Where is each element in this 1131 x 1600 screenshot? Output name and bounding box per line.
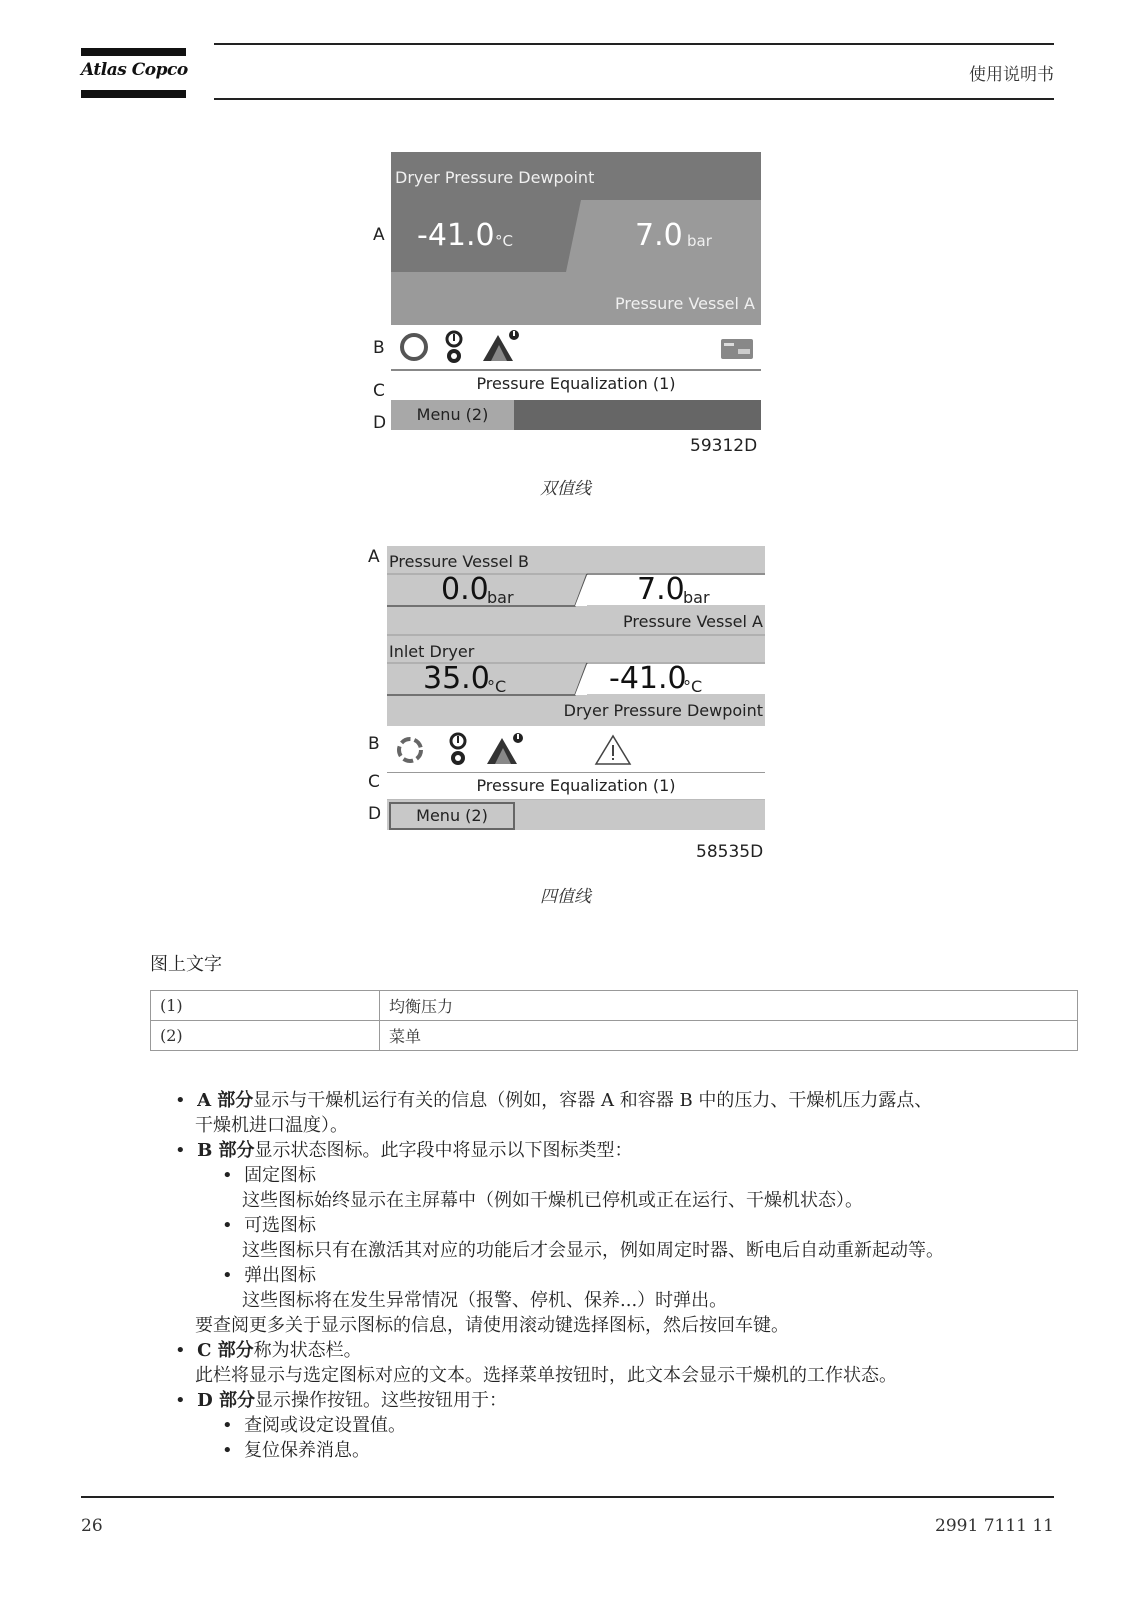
status-icons [391, 325, 761, 369]
sub-bullet-text: 这些图标始终显示在主屏幕中（例如干燥机已停机或正在运行、干燥机状态）。 [242, 1190, 863, 1211]
legend-value: 均衡压力 [380, 991, 1078, 1021]
legend-key: (2) [151, 1021, 380, 1051]
bullet-d-text: 显示操作按钮。这些按钮用于： [254, 1390, 507, 1411]
vessel-a-pressure-value: 7.0 [635, 218, 683, 253]
status-icon-bar [391, 325, 761, 371]
panel-title: Dryer Pressure Dewpoint [395, 168, 595, 187]
status-icons [387, 726, 765, 772]
bullet-c-text-cont: 此栏将显示与选定图标对应的文本。选择菜单按钮时，此文本会显示干燥机的工作状态。 [195, 1365, 897, 1386]
figure-id: 59312D [690, 436, 758, 456]
atlas-copco-logo: Atlas Copco [81, 60, 188, 80]
vessel-a-label: Pressure Vessel A [615, 294, 755, 313]
figure-id: 58535D [696, 842, 764, 862]
mountain-warning-icon[interactable] [483, 330, 519, 361]
vessel-a-pressure-unit: bar [687, 232, 712, 250]
sub-bullet: • 可选图标 [222, 1215, 317, 1236]
sub-bullet-title: 查阅或设定设置值。 [244, 1415, 407, 1436]
section-letter-c: C [373, 381, 385, 401]
logo-top-bar [81, 48, 186, 56]
start-stop-icon[interactable] [447, 332, 461, 363]
dewpoint-label: Dryer Pressure Dewpoint [563, 701, 763, 720]
inlet-dryer-temp-unit: °C [487, 677, 507, 696]
menu-button[interactable]: Menu (2) [389, 802, 515, 830]
card-icon[interactable] [721, 339, 753, 359]
vessel-a-label: Pressure Vessel A [623, 612, 763, 631]
section-letter-c: C [368, 772, 380, 792]
bullet-a: • A 部分显示与干燥机运行有关的信息（例如，容器 A 和容器 B 中的压力、干燥机压力露点、 [175, 1090, 933, 1111]
bullet-d: • D 部分显示操作按钮。这些按钮用于： [175, 1390, 507, 1411]
footer-rule [81, 1496, 1054, 1498]
legend-key: (1) [151, 991, 380, 1021]
sub-bullet-text: 这些图标只有在激活其对应的功能后才会显示，例如周定时器、断电后自动重新起动等。 [242, 1240, 944, 1261]
vessel-b-pressure-unit: bar [487, 588, 514, 607]
page-number: 26 [81, 1516, 103, 1536]
inlet-dryer-label: Inlet Dryer [389, 642, 475, 661]
dewpoint-value: -41.0 [417, 218, 495, 253]
bullet-c-text: 称为状态栏。 [253, 1340, 362, 1361]
mountain-warning-icon[interactable] [487, 733, 523, 764]
section-letter-b: B [373, 338, 385, 358]
sub-bullet: • 复位保养消息。 [222, 1440, 371, 1461]
dewpoint-unit: °C [683, 677, 703, 696]
dewpoint-unit: °C [495, 232, 513, 250]
bullet-a-heading: A 部分 [197, 1090, 254, 1111]
vessel-b-pressure-value: 0.0 [441, 572, 489, 607]
display-two-value-screen [391, 152, 761, 432]
doc-title: 使用说明书 [969, 65, 1054, 85]
legend-title: 图上文字 [150, 954, 222, 975]
header-rule-bottom [214, 98, 1054, 100]
status-icon-bar [387, 726, 765, 773]
vessel-b-label: Pressure Vessel B [389, 552, 529, 571]
logo-bottom-bar [81, 90, 186, 98]
bullet-c-heading: C 部分 [197, 1340, 254, 1361]
vessel-a-pressure-value: 7.0 [637, 572, 685, 607]
legend-table [150, 990, 1078, 1051]
bullet-b-more: 要查阅更多关于显示图标的信息，请使用滚动键选择图标，然后按回车键。 [195, 1315, 789, 1336]
status-text-bar: Pressure Equalization (1) [476, 374, 676, 393]
section-letter-d: D [368, 804, 382, 824]
warning-triangle-icon[interactable] [596, 736, 630, 764]
sub-bullet: • 固定图标 [222, 1165, 317, 1186]
status-text-bar: Pressure Equalization (1) [387, 773, 765, 800]
section-letter-a: A [368, 547, 380, 567]
section-letter-a: A [373, 225, 385, 245]
figure-caption: 四值线 [540, 887, 591, 907]
sub-bullet-title: 固定图标 [244, 1165, 317, 1186]
figure-caption: 双值线 [540, 479, 591, 499]
inlet-dryer-temp-value: 35.0 [423, 661, 490, 696]
section-letter-b: B [368, 734, 380, 754]
bullet-b-heading: B 部分 [197, 1140, 255, 1161]
bullet-c: • C 部分称为状态栏。 [175, 1340, 362, 1361]
legend-value: 菜单 [380, 1021, 1078, 1051]
bullet-d-heading: D 部分 [197, 1390, 255, 1411]
display-four-value-screen [387, 546, 765, 830]
bullet-b-text: 显示状态图标。此字段中将显示以下图标类型： [254, 1140, 633, 1161]
vessel-a-pressure-unit: bar [683, 588, 710, 607]
bullet-a-text-cont: 干燥机进口温度）。 [195, 1115, 348, 1136]
bullet-b: • B 部分显示状态图标。此字段中将显示以下图标类型： [175, 1140, 633, 1161]
sub-bullet-title: 复位保养消息。 [244, 1440, 371, 1461]
button-bar [387, 800, 765, 830]
sub-bullet: • 弹出图标 [222, 1265, 317, 1286]
section-letter-d: D [373, 413, 387, 433]
table-row [151, 1021, 1078, 1051]
menu-button[interactable]: Menu (2) [391, 400, 514, 430]
sub-bullet-text: 这些图标将在发生异常情况（报警、停机、保养...）时弹出。 [242, 1290, 728, 1311]
sub-bullet-title: 可选图标 [244, 1215, 317, 1236]
header-rule-top [214, 43, 1054, 45]
doc-number: 2991 7111 11 [935, 1516, 1054, 1536]
start-stop-icon[interactable] [451, 734, 465, 765]
bullet-a-text: 显示与干燥机运行有关的信息（例如，容器 A 和容器 B 中的压力、干燥机压力露点、 [253, 1090, 933, 1111]
running-ring-icon[interactable] [399, 739, 421, 761]
sub-bullet: • 查阅或设定设置值。 [222, 1415, 407, 1436]
table-row [151, 991, 1078, 1021]
dewpoint-value: -41.0 [609, 661, 687, 696]
button-bar [391, 400, 761, 430]
sub-bullet-title: 弹出图标 [244, 1265, 317, 1286]
running-ring-icon[interactable] [402, 335, 426, 359]
